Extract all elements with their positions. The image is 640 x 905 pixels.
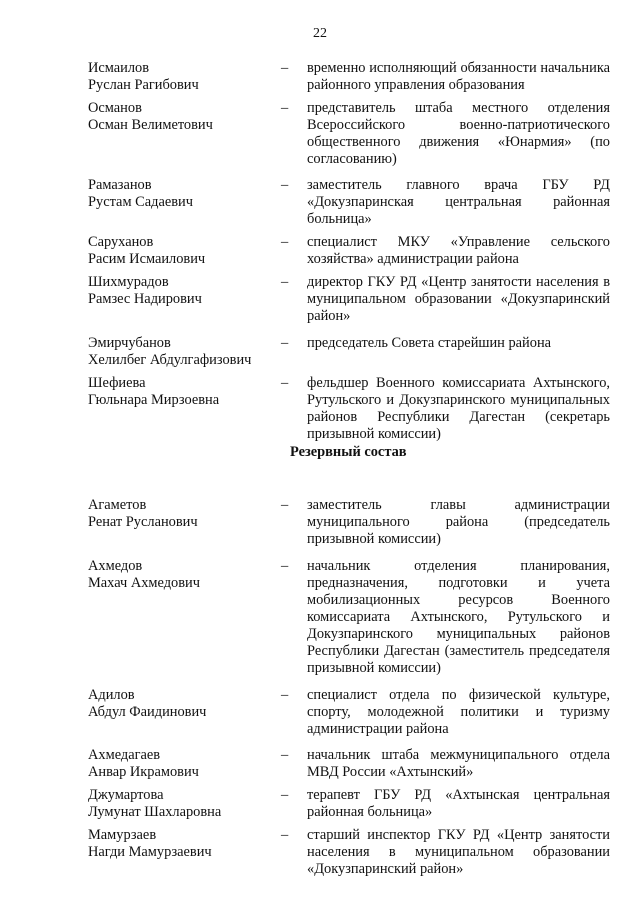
- dash-separator: –: [281, 60, 289, 76]
- member-position: представитель штаба местного отделения Всероссийского военно-патриотического общественного движения «Юнармия» (по согласованию): [307, 100, 610, 167]
- member-row: [88, 558, 610, 677]
- dash-separator: –: [281, 747, 289, 763]
- member-row: [88, 787, 610, 821]
- dash-separator: –: [281, 687, 289, 703]
- member-row: [88, 274, 610, 325]
- member-position: начальник штаба межмуниципального отдела МВД России «Ахтынский»: [307, 747, 610, 780]
- member-position: председатель Совета старейшин района: [307, 335, 552, 351]
- member-row: [88, 335, 610, 369]
- member-given-names: Рамзес Надирович: [88, 291, 202, 307]
- member-given-names: Осман Велиметович: [88, 117, 213, 133]
- dash-separator: –: [281, 787, 289, 803]
- dash-separator: –: [281, 177, 289, 193]
- member-surname: Джумартова: [88, 787, 164, 803]
- member-name: [88, 827, 281, 878]
- member-name: [88, 100, 281, 168]
- member-position: временно исполняющий обязанности начальника районного управления образования: [307, 60, 610, 93]
- member-surname: Ахмедагаев: [88, 747, 161, 763]
- member-name: [88, 177, 281, 228]
- member-surname: Шихмурадов: [88, 274, 169, 290]
- member-name: [88, 787, 281, 821]
- member-row: [88, 747, 610, 781]
- member-surname: Адилов: [88, 687, 135, 703]
- member-name: [88, 274, 281, 325]
- member-position: начальник отделения планирования, предназначения, подготовки и учета мобилизационных ресурсов Военного комиссариата Ахтынского, Рутульского и Докузпаринского муниципальных районов Республики Дагестан (заместитель председателя призывной комиссии): [307, 558, 610, 676]
- member-surname: Агаметов: [88, 497, 147, 513]
- member-position: старший инспектор ГКУ РД «Центр занятости населения в муниципальном образовании «Докузпаринский район»: [307, 827, 610, 877]
- dash-separator: –: [281, 558, 289, 574]
- member-list: [88, 60, 610, 878]
- member-position: фельдшер Военного комиссариата Ахтынского, Рутульского и Докузпаринского муниципальных районов Республики Дагестан (секретарь призывной комиссии): [307, 375, 610, 442]
- member-surname: Мамурзаев: [88, 827, 157, 843]
- dash-separator: –: [281, 274, 289, 290]
- member-given-names: Гюльнара Мирзоевна: [88, 392, 220, 408]
- member-name: [88, 60, 281, 94]
- member-surname: Саруханов: [88, 234, 154, 250]
- member-row: [88, 497, 610, 548]
- member-given-names: Махач Ахмедович: [88, 575, 200, 591]
- member-position: директор ГКУ РД «Центр занятости населения в муниципальном образовании «Докузпаринский район»: [307, 274, 610, 324]
- member-given-names: Расим Исмаилович: [88, 251, 206, 267]
- member-row: [88, 687, 610, 738]
- dash-separator: –: [281, 100, 289, 116]
- member-name: [88, 747, 281, 781]
- member-surname: Ахмедов: [88, 558, 143, 574]
- dash-separator: –: [281, 497, 289, 513]
- member-position: заместитель главного врача ГБУ РД «Докузпаринская центральная районная больница»: [307, 177, 610, 227]
- member-name: [88, 335, 281, 369]
- member-given-names: Хелилбег Абдулгафизович: [88, 352, 252, 368]
- member-surname: Шефиева: [88, 375, 146, 391]
- member-given-names: Нагди Мамурзаевич: [88, 844, 212, 860]
- member-surname: Османов: [88, 100, 142, 116]
- dash-separator: –: [281, 335, 289, 351]
- page-number: 22: [313, 26, 327, 41]
- member-row: [88, 234, 610, 268]
- member-surname: Исмаилов: [88, 60, 150, 76]
- dash-separator: –: [281, 375, 289, 391]
- member-row: [88, 100, 610, 168]
- member-given-names: Лумунат Шахларовна: [88, 804, 222, 820]
- member-given-names: Ренат Русланович: [88, 514, 198, 530]
- member-name: [88, 558, 281, 677]
- member-position: заместитель главы администрации муниципального района (председатель призывной комиссии): [307, 497, 610, 547]
- member-surname: Эмирчубанов: [88, 335, 171, 351]
- member-given-names: Рустам Садаевич: [88, 194, 193, 210]
- member-surname: Рамазанов: [88, 177, 152, 193]
- section-heading: Резервный состав: [290, 444, 407, 460]
- member-given-names: Анвар Икрамович: [88, 764, 199, 780]
- member-position: специалист МКУ «Управление сельского хозяйства» администрации района: [307, 234, 610, 267]
- member-position: специалист отдела по физической культуре, спорту, молодежной политики и туризму администрации района: [307, 687, 610, 737]
- member-given-names: Абдул Фаидинович: [88, 704, 207, 720]
- member-row: [88, 60, 610, 94]
- member-row: [88, 177, 610, 228]
- member-name: [88, 234, 281, 268]
- member-name: [88, 375, 281, 443]
- dash-separator: –: [281, 827, 289, 843]
- member-position: терапевт ГБУ РД «Ахтынская центральная районная больница»: [307, 787, 610, 820]
- member-row: [88, 375, 610, 443]
- member-name: [88, 687, 281, 738]
- member-name: [88, 497, 281, 548]
- member-given-names: Руслан Рагибович: [88, 77, 199, 93]
- dash-separator: –: [281, 234, 289, 250]
- member-row: [88, 827, 610, 878]
